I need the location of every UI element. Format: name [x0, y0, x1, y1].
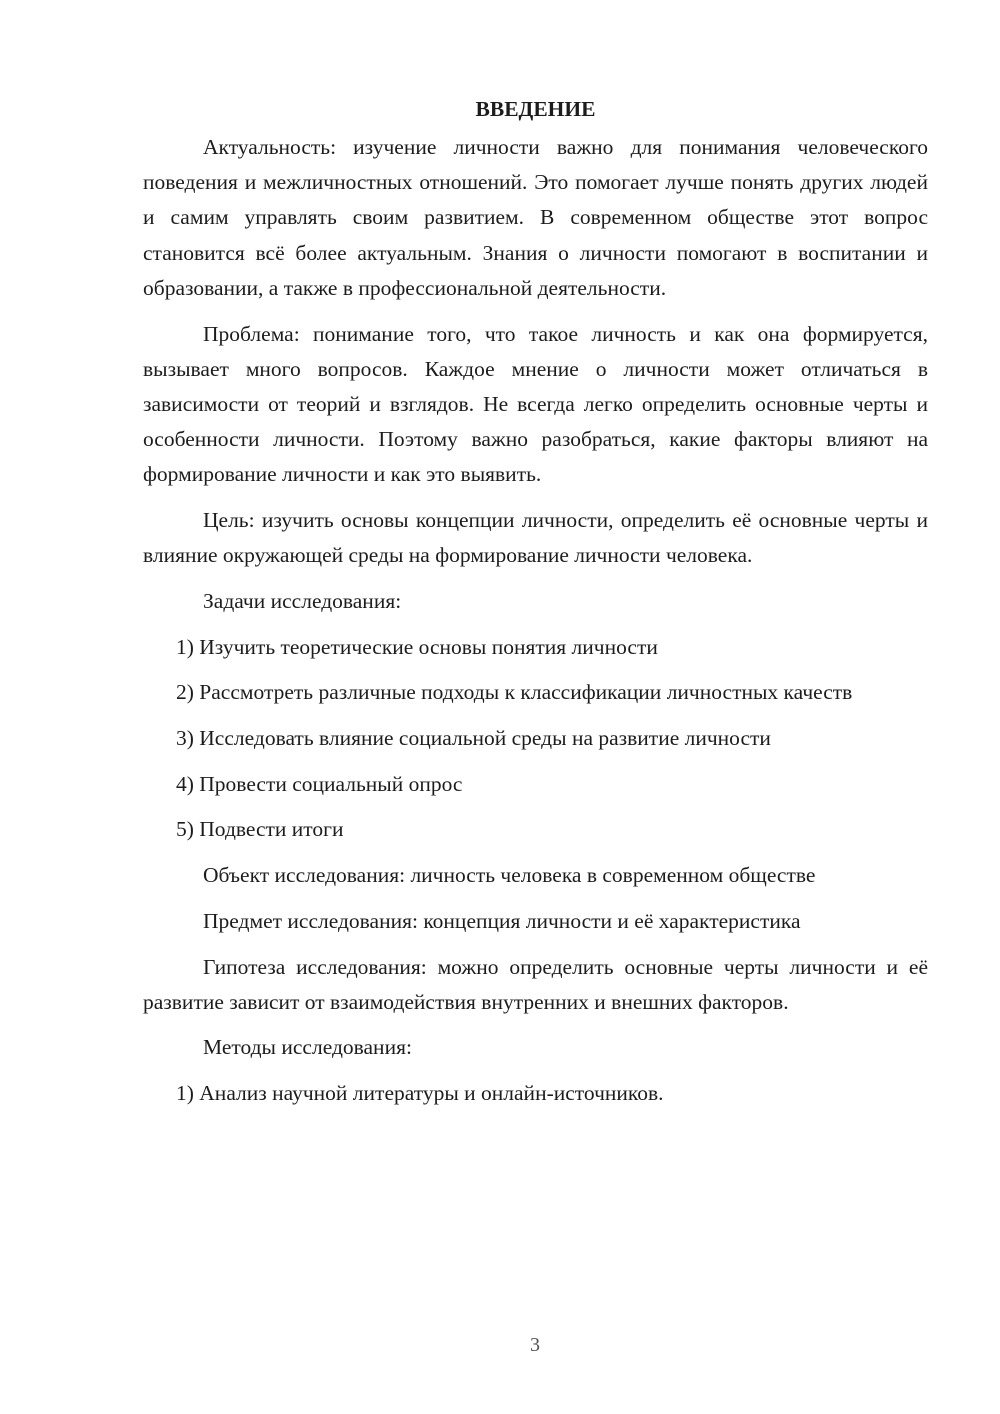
paragraph-relevance: Актуальность: изучение личности важно для понимания человеческого поведения и межличностных отношений. Это помогает лучше понять других людей и самим управлять своим развитием. В современном обществе этот вопрос становится всё более актуальным. Знания о личности помогают в воспитании и образовании, а также в профессиональной деятельности.	[143, 135, 928, 300]
task-item-1: 1) Изучить теоретические основы понятия личности	[176, 634, 658, 659]
method-item-1: 1) Анализ научной литературы и онлайн-источников.	[176, 1081, 664, 1106]
task-item-5: 5) Подвести итоги	[176, 817, 344, 842]
page-number: 3	[530, 1334, 540, 1356]
paragraph-problem: Проблема: понимание того, что такое личность и как она формируется, вызывает много вопросов. Каждое мнение о личности может отличаться в зависимости от теорий и взглядов. Не всегда легко определить основные черты и особенности личности. Поэтому важно разобраться, какие факторы влияют на формирование личности и как это выявить.	[143, 321, 928, 487]
research-subject: Предмет исследования: концепция личности и её характеристика	[203, 908, 801, 933]
task-item-3: 3) Исследовать влияние социальной среды на развитие личности	[176, 726, 771, 751]
page-body	[143, 92, 928, 1122]
task-item-4: 4) Провести социальный опрос	[176, 771, 463, 796]
methods-heading: Методы исследования:	[203, 1035, 412, 1060]
section-title: ВВЕДЕНИЕ	[475, 97, 596, 121]
tasks-heading: Задачи исследования:	[203, 588, 402, 613]
research-object: Объект исследования: личность человека в современном обществе	[203, 863, 816, 888]
research-hypothesis: Гипотеза исследования: можно определить основные черты личности и её развитие зависит от взаимодействия внутренних и внешних факторов.	[143, 954, 928, 1014]
task-item-2: 2) Рассмотреть различные подходы к классификации личностных качеств	[176, 680, 853, 705]
paragraph-goal: Цель: изучить основы концепции личности, определить её основные черты и влияние окружающей среды на формирование личности человека.	[143, 508, 928, 568]
